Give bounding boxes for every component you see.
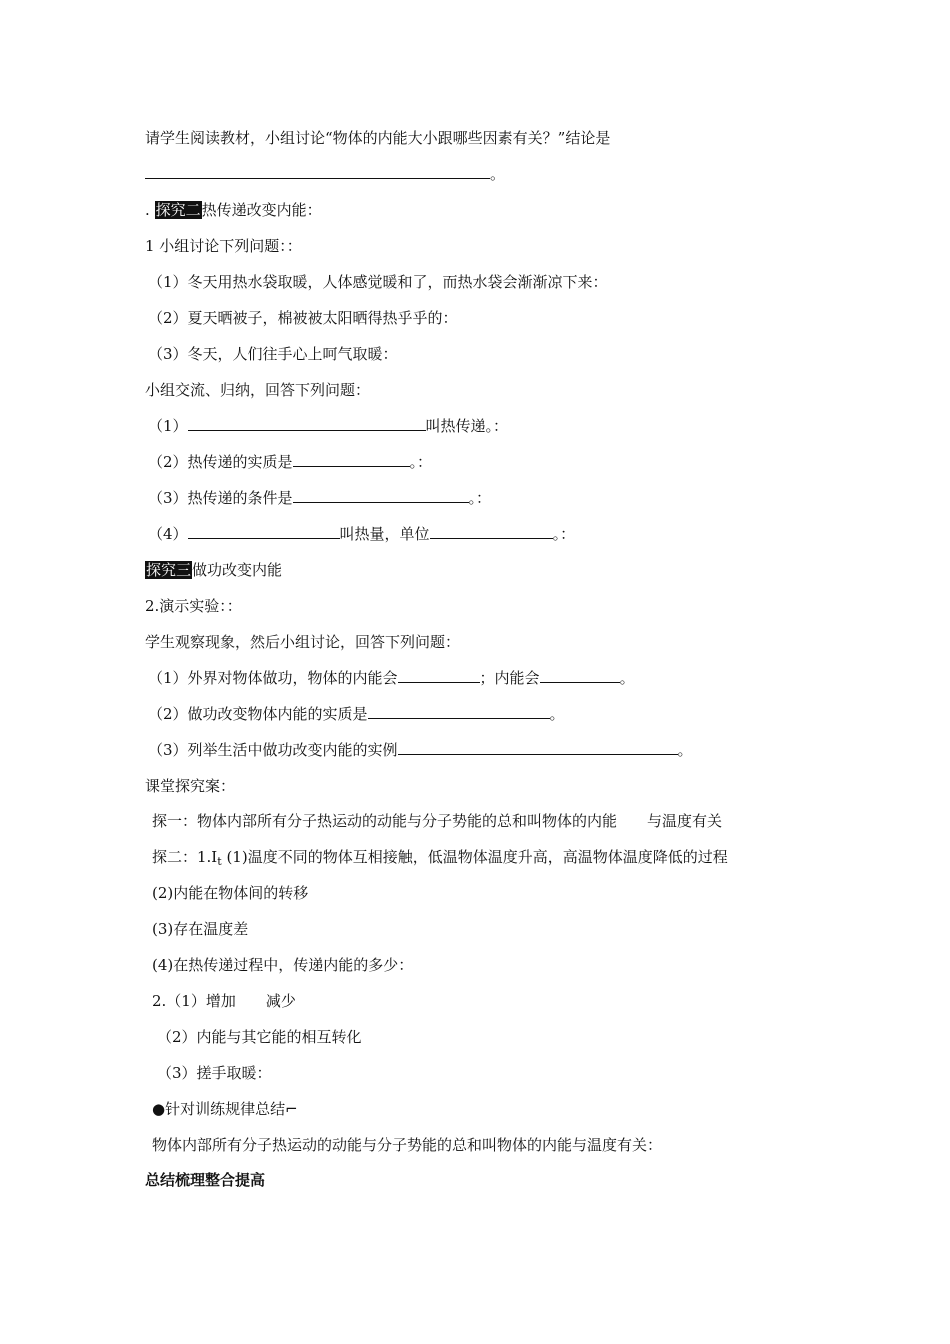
answer-blank[interactable] [430, 524, 553, 539]
list-item: （1）冬天用热水袋取暖，人体感觉暖和了，而热水袋会渐渐凉下来： [148, 273, 608, 291]
answer-line: (3)存在温度差 [152, 920, 249, 938]
probe2-tag: 探究二 [155, 201, 201, 219]
answer-blank[interactable] [293, 488, 469, 503]
answer-blank[interactable] [188, 524, 340, 539]
training-heading: ●针对训练规律总结⌐ [152, 1100, 298, 1118]
fill-question: （2）做功改变物体内能的实质是 。 [148, 705, 565, 723]
probe3-title: 做功改变内能 [192, 561, 283, 579]
probe3-tag: 探究三 [146, 561, 192, 579]
fill-question: （3）列举生活中做功改变内能的实例 。 [148, 741, 693, 759]
answer-line: (2)内能在物体间的转移 [152, 884, 309, 902]
answer-line: 探一：物体内部所有分子热运动的动能与分子势能的总和叫物体的内能 与温度有关 [152, 812, 723, 830]
demo-label: 2.演示实验：： [145, 597, 242, 615]
training-text: 物体内部所有分子热运动的动能与分子势能的总和叫物体的内能与温度有关： [152, 1136, 663, 1154]
answer-line: 探二：$1.I_t$ (1)温度不同的物体互相接触，低温物体温度升高，高温物体温度降低的过程 [152, 848, 728, 868]
answer-blank[interactable] [368, 704, 550, 719]
intro-answer-line: 。 [145, 164, 505, 184]
answer-blank[interactable] [145, 164, 490, 179]
list-item: （3）冬天，人们往手心上呵气取暖： [148, 345, 398, 363]
answer-line: (4)在热传递过程中，传递内能的多少： [152, 956, 414, 974]
answer-blank[interactable] [398, 740, 678, 755]
probe2-title: 热传递改变内能： [201, 201, 322, 219]
answer-line: 2.（1）增加 减少 [152, 992, 296, 1010]
fill-question: （1）外界对物体做功，物体的内能会 ；内能会 。 [148, 669, 635, 687]
fill-question: （2）热传递的实质是 。： [148, 453, 433, 471]
summary-title: 总结梳理整合提高 [145, 1171, 266, 1189]
section-heading-probe2: . 探究二热传递改变内能： [145, 201, 322, 219]
answer-line: （3）搓手取暖： [157, 1064, 272, 1082]
answer-blank[interactable] [540, 668, 620, 683]
answer-blank[interactable] [293, 452, 410, 467]
list-item: （2）夏天晒被子，棉被被太阳晒得热乎乎的： [148, 309, 458, 327]
answer-blank[interactable] [398, 668, 480, 683]
section-heading-probe3 [145, 560, 282, 580]
summary-prompt: 小组交流、归纳，回答下列问题： [145, 381, 371, 399]
discussion-prompt: 1 小组讨论下列问题：： [145, 237, 302, 255]
fill-question: （4） 叫热量，单位 。： [148, 525, 576, 543]
answer-line: （2）内能与其它能的相互转化 [157, 1028, 362, 1046]
corner-mark-icon: ⌐ [285, 1100, 298, 1118]
intro-question: 请学生阅读教材，小组讨论“物体的内能大小跟哪些因素有关？”结论是 [145, 129, 611, 147]
fill-question: （1） 叫热传递。： [148, 417, 509, 435]
answer-blank[interactable] [188, 416, 426, 431]
answers-heading: 课堂探究案： [145, 777, 236, 795]
fill-question: （3）热传递的条件是 。： [148, 489, 492, 507]
observe-prompt: 学生观察现象，然后小组讨论，回答下列问题： [145, 633, 461, 651]
